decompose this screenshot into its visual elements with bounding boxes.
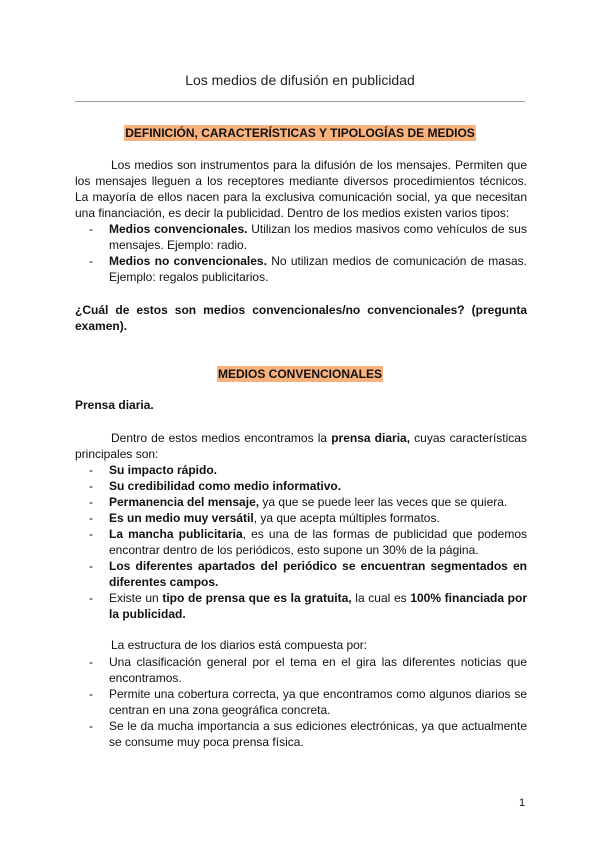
dash-bullet: - bbox=[89, 655, 93, 669]
dash-bullet: - bbox=[89, 719, 93, 733]
section-heading-definition: DEFINICIÓN, CARACTERÍSTICAS Y TIPOLOGÍAS DE MEDIOS bbox=[125, 126, 475, 140]
list-item: - Es un medio muy versátil, ya que acepta múltiples formatos. bbox=[89, 511, 440, 525]
header-divider bbox=[75, 101, 525, 102]
page-number: 1 bbox=[519, 797, 526, 809]
page-header-title: Los medios de difusión en publicidad bbox=[185, 72, 415, 88]
list-item: - Una clasificación general por el tema en el gira las diferentes noticias que encontramos. bbox=[89, 655, 527, 685]
dash-bullet: - bbox=[89, 527, 93, 541]
list-item: - Los diferentes apartados del periódico se encuentran segmentados en diferentes campos. bbox=[89, 559, 527, 589]
prensa-intro-paragraph: Dentro de estos medios encontramos la prensa diaria, cuyas características principales son: bbox=[75, 431, 527, 461]
list-item: - Medios convencionales. Utilizan los medios masivos como vehículos de sus mensajes. Ejemplo: radio. bbox=[89, 222, 527, 252]
section-heading-wrap bbox=[75, 124, 525, 142]
dash-bullet: - bbox=[89, 559, 93, 573]
dash-bullet: - bbox=[89, 687, 93, 701]
exam-question: ¿Cuál de estos son medios convencionales/no convencionales? (pregunta examen). bbox=[75, 303, 527, 333]
media-types-list bbox=[75, 221, 527, 285]
list-item: - Permanencia del mensaje, ya que se puede leer las veces que se quiera. bbox=[89, 495, 508, 509]
list-item: - Su credibilidad como medio informativo. bbox=[89, 479, 342, 493]
list-item: - La mancha publicitaria, es una de las formas de publicidad que podemos encontrar dentro de los periódicos, esto supone un 30% de la página. bbox=[89, 527, 527, 557]
dash-bullet: - bbox=[89, 254, 93, 268]
section-heading-conventional: MEDIOS CONVENCIONALES bbox=[217, 367, 382, 381]
list-item: - Existe un tipo de prensa que es la gratuita, la cual es 100% financiada por la publicidad. bbox=[89, 591, 527, 621]
list-item: - Su impacto rápido. bbox=[89, 463, 218, 477]
dash-bullet: - bbox=[89, 511, 93, 525]
dash-bullet: - bbox=[89, 479, 93, 493]
list-item: - Permite una cobertura correcta, ya que encontramos como algunos diarios se centran en una zona geográfica concreta. bbox=[89, 687, 527, 717]
list-item: - Medios no convencionales. No utilizan medios de comunicación de masas. Ejemplo: regalos publicitarios. bbox=[89, 254, 527, 284]
section-heading-wrap bbox=[75, 365, 525, 383]
dash-bullet: - bbox=[89, 463, 93, 477]
dash-bullet: - bbox=[89, 591, 93, 605]
dash-bullet: - bbox=[89, 222, 93, 236]
dash-bullet: - bbox=[89, 495, 93, 509]
structure-list bbox=[75, 654, 527, 750]
intro-paragraph: Los medios son instrumentos para la difusión de los mensajes. Permiten que los mensajes lleguen a los receptores mediante diversos procedimientos técnicos. La mayoría de ellos nacen para la exclusiva comunicación social, ya que necesitan una financiación, es decir la publicidad. Dentro de los medios existen varios tipos: bbox=[75, 158, 527, 220]
list-item: - Se le da mucha importancia a sus ediciones electrónicas, ya que actualmente se consume muy poca prensa física. bbox=[89, 719, 527, 749]
subheading-prensa-diaria: Prensa diaria. bbox=[75, 398, 154, 412]
features-list bbox=[75, 462, 527, 622]
structure-intro: La estructura de los diarios está compuesta por: bbox=[111, 638, 368, 652]
